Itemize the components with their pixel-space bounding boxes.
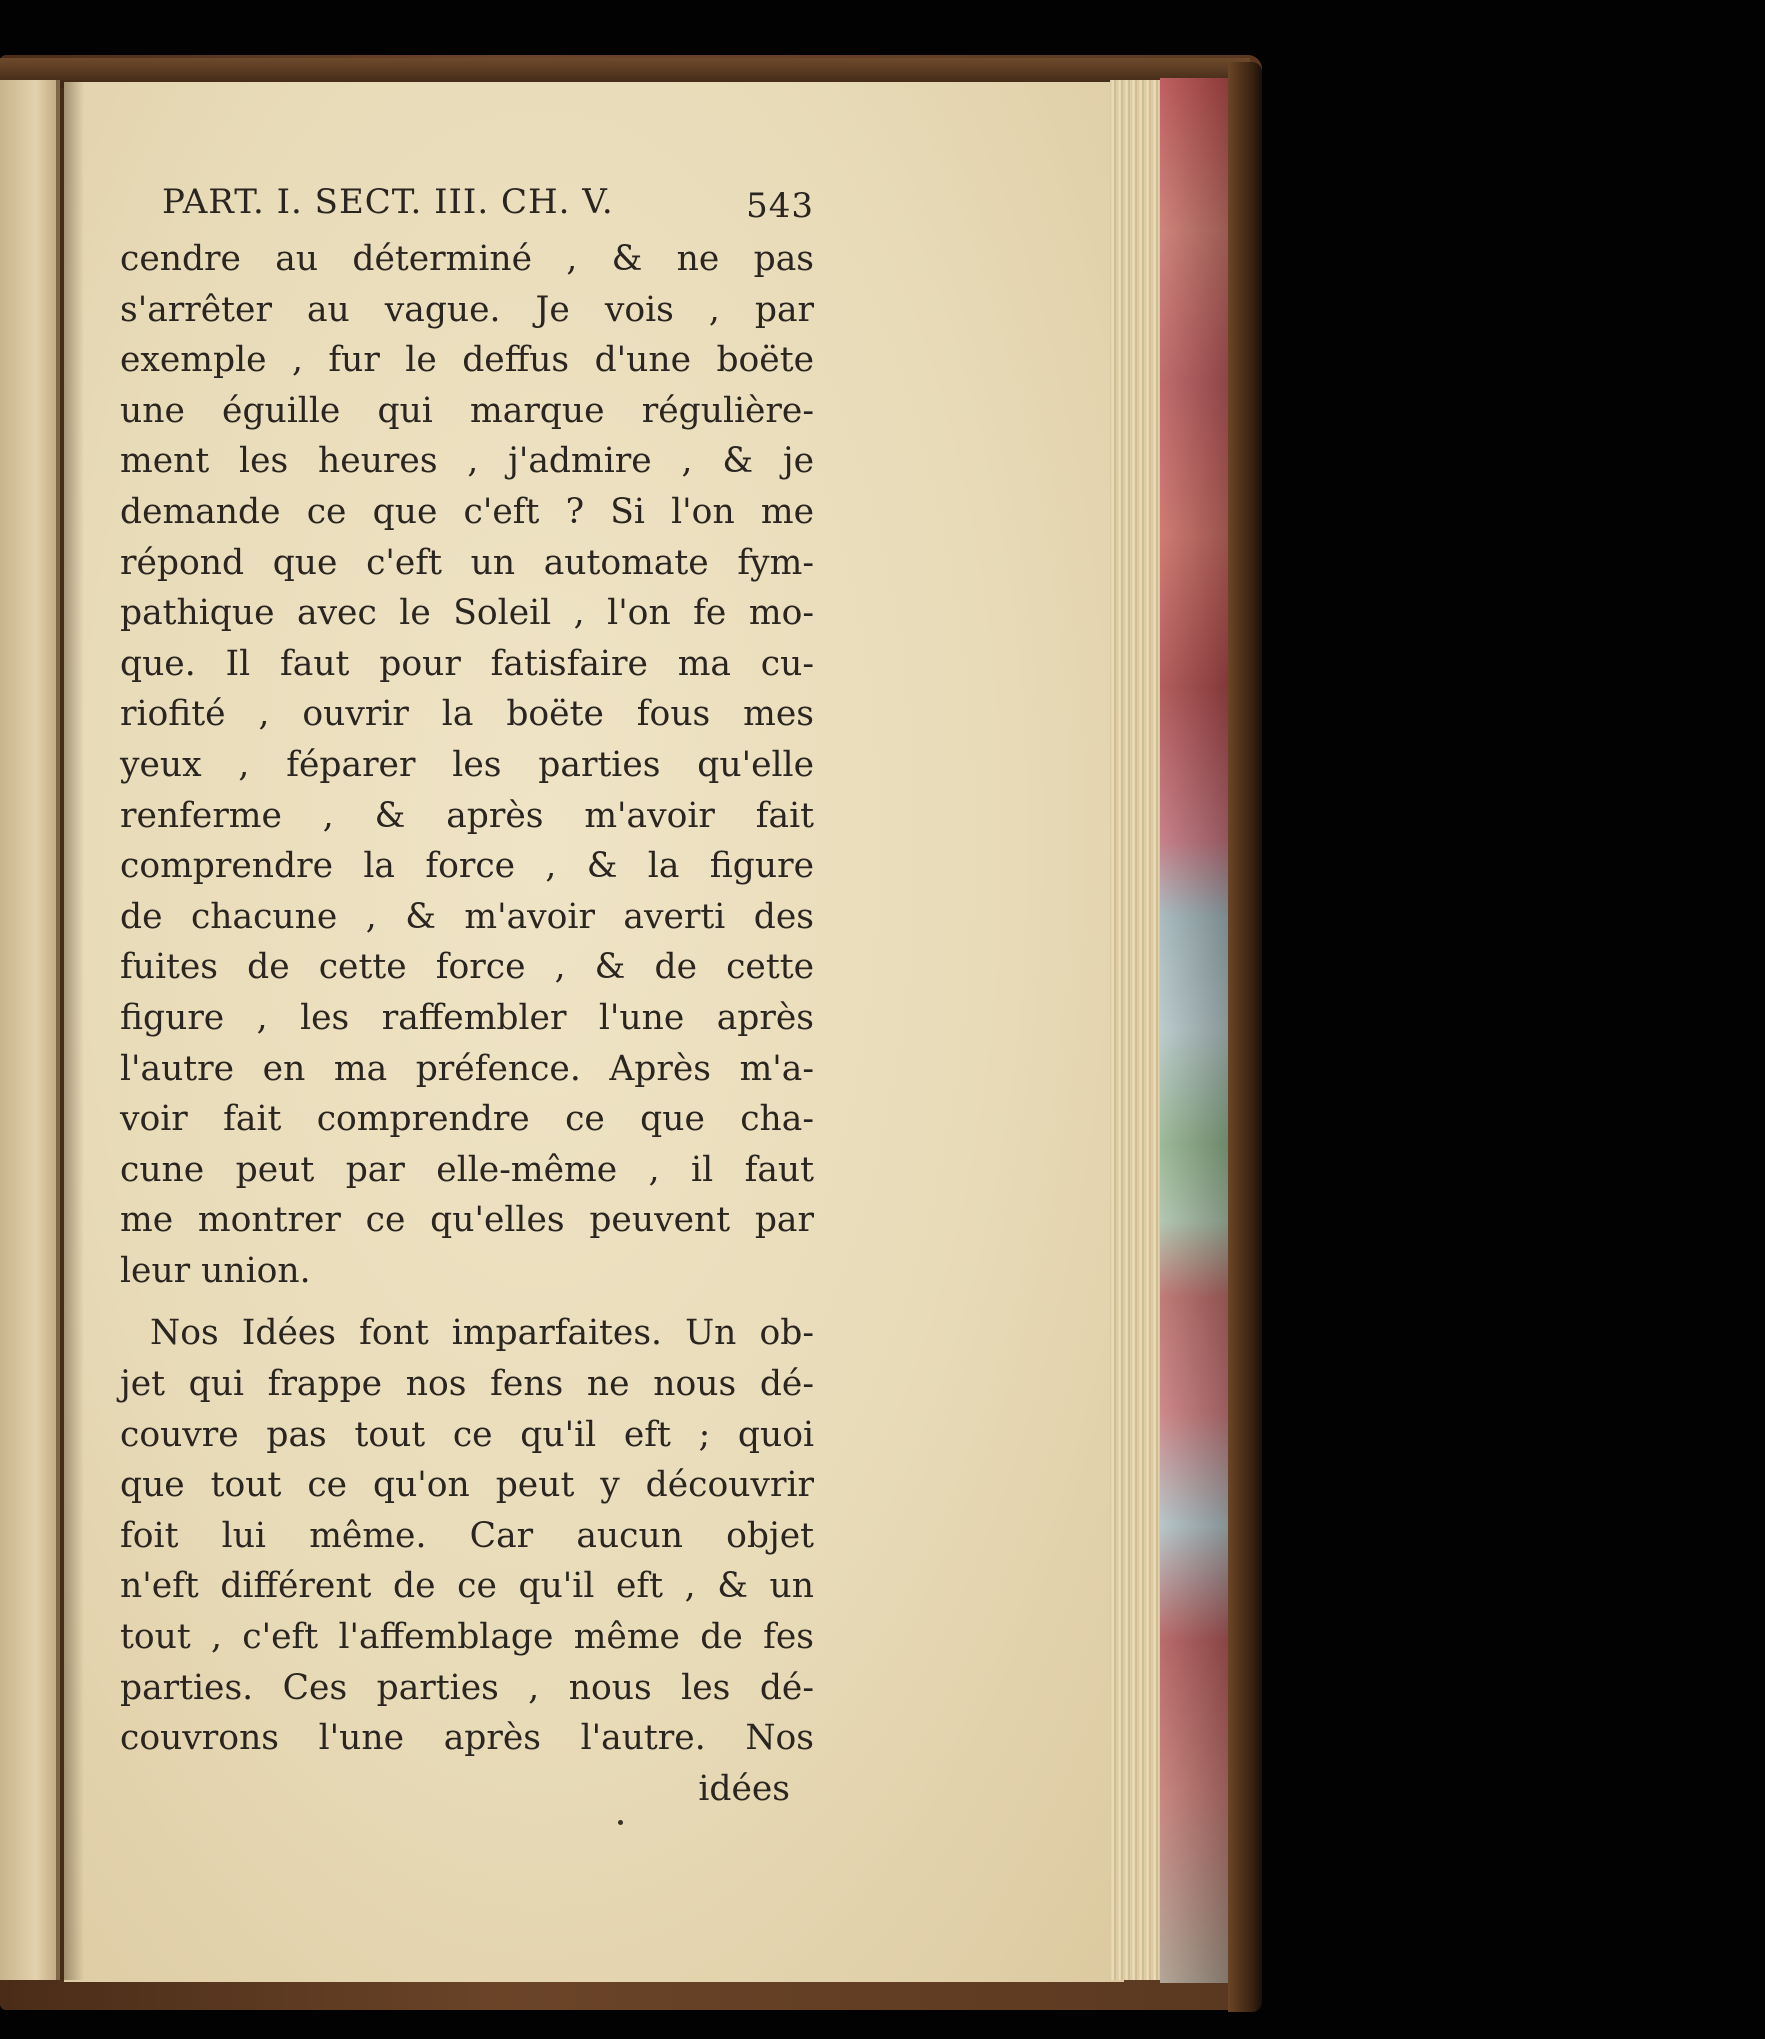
text-line: voir fait comprendre ce que cha-: [120, 1099, 814, 1140]
text-line: foit lui même. Car aucun objet: [120, 1515, 814, 1556]
text-line: cendre au déterminé , & ne pas: [120, 239, 814, 279]
text-line: une éguille qui marque régulière-: [120, 390, 814, 431]
text-line: répond que c'eft un automate fym-: [120, 542, 814, 583]
text-line: exemple , fur le deffus d'une boëte: [120, 340, 814, 381]
previous-page-edge: [0, 80, 60, 1980]
page-header: [120, 182, 814, 234]
text-line: me montrer ce qu'elles peuvent par: [120, 1200, 814, 1241]
page-edges: [1110, 80, 1162, 1980]
text-line: ment les heures , j'admire , & je: [120, 441, 814, 482]
paragraph-2: [120, 1308, 814, 1763]
text-line: yeux , féparer les parties qu'elle: [120, 744, 814, 785]
text-line: cune peut par elle-même , il faut: [120, 1149, 814, 1190]
running-head: PART. I. SECT. III. CH. V.: [162, 182, 614, 222]
marbled-edge-shade: [1160, 78, 1232, 1983]
text-line: jet qui frappe nos fens ne nous dé-: [120, 1364, 814, 1405]
text-line: figure , les raffembler l'une après: [120, 997, 814, 1038]
text-line: couvrons l'une après l'autre. Nos: [120, 1718, 814, 1759]
text-line: n'eft différent de ce qu'il eft , & un: [120, 1566, 814, 1607]
text-block: [120, 182, 814, 1814]
text-line: que tout ce qu'on peut y découvrir: [120, 1465, 814, 1506]
ink-speck: [618, 1820, 623, 1825]
text-line: leur union.: [120, 1250, 311, 1291]
page-number: 543: [746, 186, 814, 226]
text-line: l'autre en ma préfence. Après m'a-: [120, 1048, 814, 1089]
page-gutter: [56, 80, 84, 1980]
text-line: parties. Ces parties , nous les dé-: [120, 1667, 814, 1708]
text-line: tout , c'eft l'affemblage même de fes: [120, 1617, 814, 1658]
text-line: de chacune , & m'avoir averti des: [120, 896, 814, 937]
text-line: renferme , & après m'avoir fait: [120, 795, 814, 836]
text-line: demande ce que c'eft ? Si l'on me: [120, 491, 814, 532]
text-line: s'arrêter au vague. Je vois , par: [120, 289, 814, 330]
catchword: idées: [698, 1768, 790, 1809]
text-line: comprendre la force , & la figure: [120, 846, 814, 887]
text-line: fuites de cette force , & de cette: [120, 947, 814, 988]
cover-edge-right: [1228, 62, 1262, 2012]
text-line: Nos Idées font imparfaites. Un ob-: [150, 1313, 814, 1354]
paragraph-1: [120, 234, 814, 1296]
text-line: pathique avec le Soleil , l'on fe mo-: [120, 593, 814, 634]
text-line: riofité , ouvrir la boëte fous mes: [120, 694, 814, 735]
text-line: couvre pas tout ce qu'il eft ; quoi: [120, 1414, 814, 1455]
text-line: que. Il faut pour fatisfaire ma cu-: [120, 643, 814, 684]
